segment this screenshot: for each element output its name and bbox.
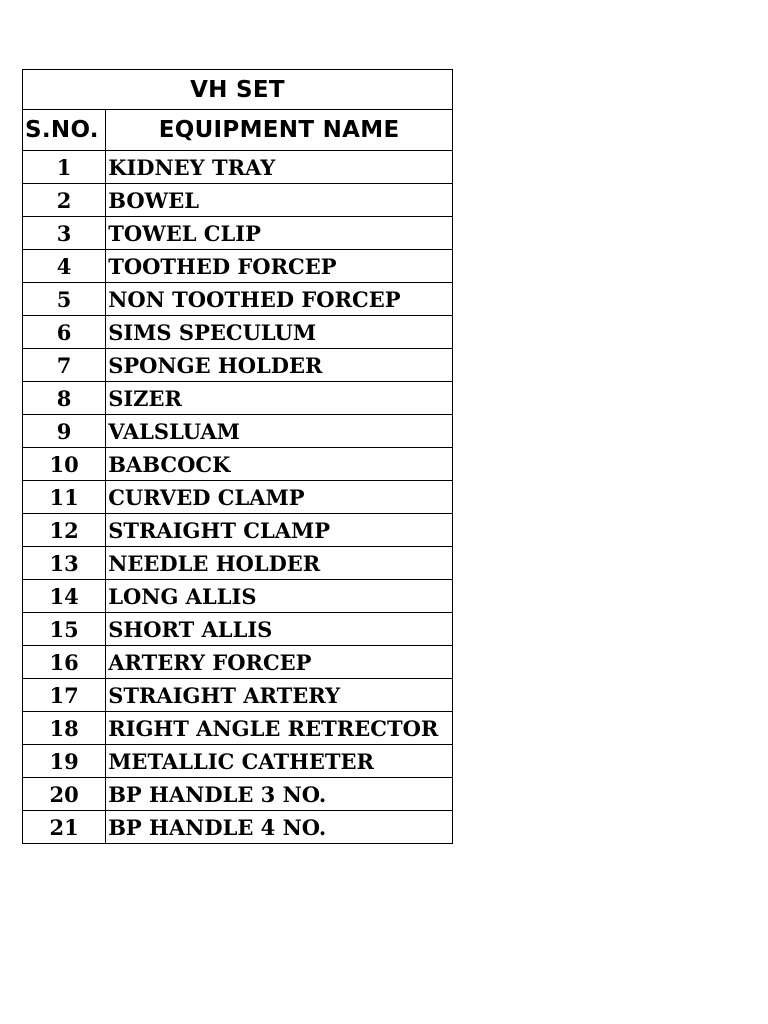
table-row xyxy=(23,547,453,580)
row-serial-number: 10 xyxy=(23,448,106,481)
table-row xyxy=(23,217,453,250)
row-serial-number: 3 xyxy=(23,217,106,250)
row-serial-number: 12 xyxy=(23,514,106,547)
table-row xyxy=(23,184,453,217)
row-serial-number: 9 xyxy=(23,415,106,448)
column-header-sno: S.NO. xyxy=(23,110,106,151)
row-equipment-name: NON TOOTHED FORCEP xyxy=(106,283,453,316)
table-row xyxy=(23,679,453,712)
row-equipment-name: BOWEL xyxy=(106,184,453,217)
table-row xyxy=(23,580,453,613)
table-row xyxy=(23,514,453,547)
row-equipment-name: BP HANDLE 4 NO. xyxy=(106,811,453,844)
table-row xyxy=(23,448,453,481)
table-row xyxy=(23,712,453,745)
table-row xyxy=(23,613,453,646)
table-header-row xyxy=(23,110,453,151)
row-equipment-name: SIZER xyxy=(106,382,453,415)
table-row xyxy=(23,283,453,316)
row-serial-number: 1 xyxy=(23,151,106,184)
table-row xyxy=(23,151,453,184)
table-body xyxy=(23,70,453,844)
row-equipment-name: SIMS SPECULUM xyxy=(106,316,453,349)
row-serial-number: 16 xyxy=(23,646,106,679)
table-row xyxy=(23,778,453,811)
table-row xyxy=(23,745,453,778)
table-row xyxy=(23,382,453,415)
row-serial-number: 8 xyxy=(23,382,106,415)
table-title-row xyxy=(23,70,453,110)
row-equipment-name: NEEDLE HOLDER xyxy=(106,547,453,580)
equipment-table xyxy=(22,69,453,844)
table-row xyxy=(23,316,453,349)
row-equipment-name: TOOTHED FORCEP xyxy=(106,250,453,283)
row-equipment-name: CURVED CLAMP xyxy=(106,481,453,514)
row-equipment-name: LONG ALLIS xyxy=(106,580,453,613)
row-equipment-name: TOWEL CLIP xyxy=(106,217,453,250)
row-equipment-name: VALSLUAM xyxy=(106,415,453,448)
row-serial-number: 6 xyxy=(23,316,106,349)
row-serial-number: 21 xyxy=(23,811,106,844)
table-row xyxy=(23,250,453,283)
row-serial-number: 19 xyxy=(23,745,106,778)
row-equipment-name: STRAIGHT ARTERY xyxy=(106,679,453,712)
table-row xyxy=(23,415,453,448)
row-serial-number: 4 xyxy=(23,250,106,283)
row-serial-number: 11 xyxy=(23,481,106,514)
column-header-equipment-name: EQUIPMENT NAME xyxy=(106,110,453,151)
row-serial-number: 18 xyxy=(23,712,106,745)
row-equipment-name: BP HANDLE 3 NO. xyxy=(106,778,453,811)
row-serial-number: 15 xyxy=(23,613,106,646)
row-equipment-name: KIDNEY TRAY xyxy=(106,151,453,184)
row-equipment-name: STRAIGHT CLAMP xyxy=(106,514,453,547)
table-row xyxy=(23,646,453,679)
row-equipment-name: SHORT ALLIS xyxy=(106,613,453,646)
row-equipment-name: RIGHT ANGLE RETRECTOR xyxy=(106,712,453,745)
table-row xyxy=(23,349,453,382)
row-equipment-name: BABCOCK xyxy=(106,448,453,481)
row-serial-number: 13 xyxy=(23,547,106,580)
row-equipment-name: METALLIC CATHETER xyxy=(106,745,453,778)
row-serial-number: 5 xyxy=(23,283,106,316)
row-serial-number: 17 xyxy=(23,679,106,712)
row-serial-number: 20 xyxy=(23,778,106,811)
row-serial-number: 14 xyxy=(23,580,106,613)
row-equipment-name: SPONGE HOLDER xyxy=(106,349,453,382)
row-equipment-name: ARTERY FORCEP xyxy=(106,646,453,679)
table-title: VH SET xyxy=(23,70,453,110)
table-row xyxy=(23,481,453,514)
row-serial-number: 7 xyxy=(23,349,106,382)
row-serial-number: 2 xyxy=(23,184,106,217)
table-row xyxy=(23,811,453,844)
